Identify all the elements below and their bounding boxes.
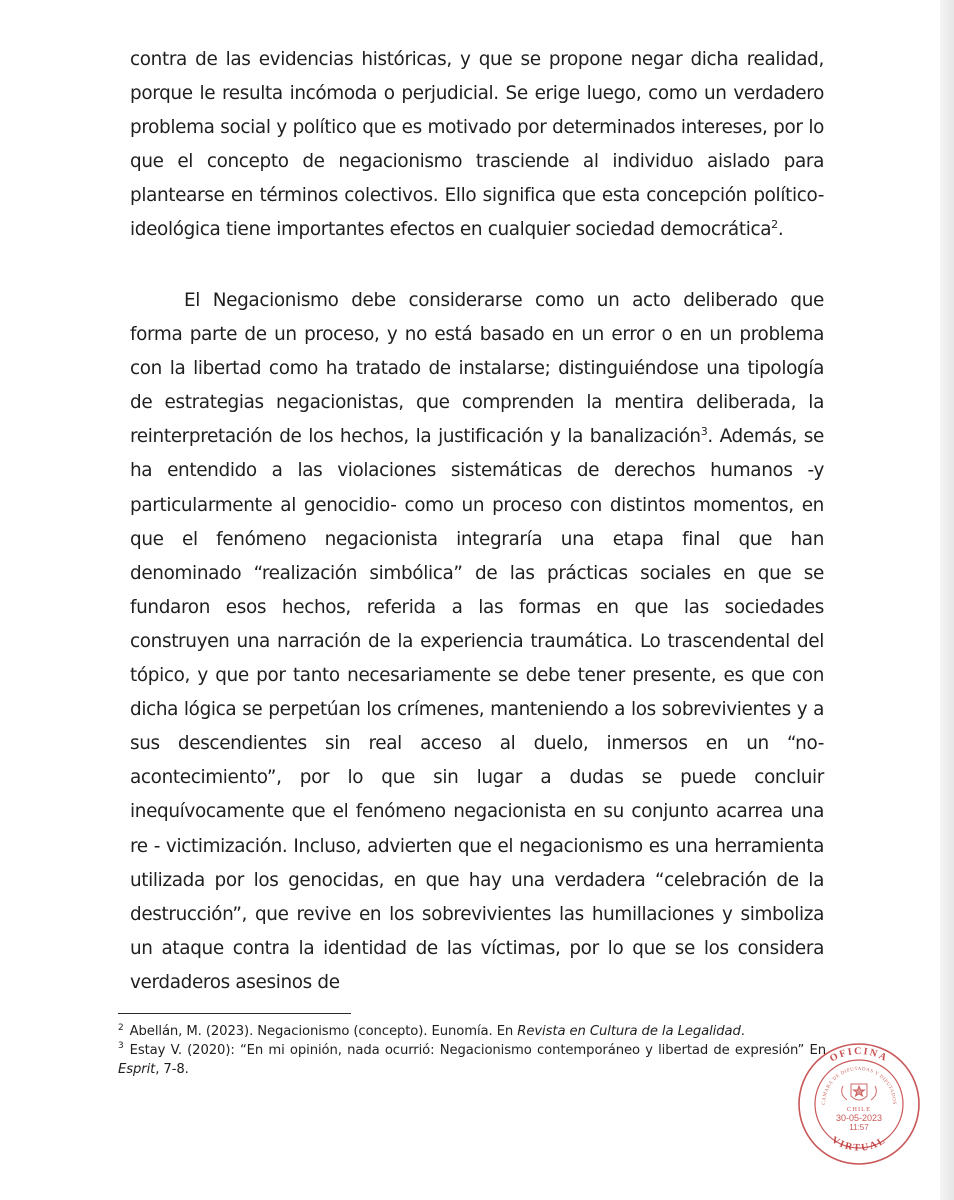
- footnote-number: 3: [118, 1041, 124, 1052]
- paragraph-1-text: contra de las evidencias históricas, y que se propone negar dicha realidad, porque le resulta incómoda o perjudicial. Se erige luego, como un verdadero problema social y político que es motivado por determinados intereses, por lo que el concepto de negacionismo trasciende al individuo aislado para plantearse en términos colectivos. Ello significa que esta concepción político-ideológica tiene importantes efectos en cualquier sociedad democrática: [130, 49, 824, 241]
- footnote-2: [118, 1023, 826, 1042]
- footnote-ref-2: 2: [771, 218, 778, 232]
- paragraph-2-part1: El Negacionismo debe considerarse como un acto deliberado que forma parte de un proceso, y no está basado en un error o en un problema con la libertad como ha tratado de instalarse; distinguiéndose una tipología de estrategias negacionistas, que comprenden la mentira deliberada, la reinterpretación de los hechos, la justificación y la banalización: [130, 290, 824, 448]
- footnote-end: , 7-8.: [155, 1061, 189, 1077]
- footnote-separator: [118, 1013, 351, 1014]
- footnote-number: 2: [118, 1022, 124, 1033]
- footnote-italic: Revista en Cultura de la Legalidad: [517, 1024, 741, 1039]
- stamp-inner-ring: [815, 1060, 903, 1148]
- page-edge-shadow: [940, 0, 954, 1200]
- footnote-text: Estay V. (2020): “En mi opinión, nada ocurrió: Negacionismo contemporáneo y libertad de expresión” En: [129, 1042, 826, 1058]
- footnotes: [118, 1023, 826, 1079]
- stamp-top-text: OFICINA: [828, 1045, 890, 1065]
- paragraph-1-end: .: [777, 219, 784, 241]
- official-stamp: [795, 1040, 923, 1168]
- footnote-italic: Esprit: [118, 1061, 156, 1077]
- stamp-date: 30-05-2023: [835, 1113, 883, 1123]
- coat-of-arms-icon: [842, 1084, 877, 1100]
- stamp-bottom-text: VIRTUAL: [829, 1134, 889, 1154]
- stamp-time: 11:57: [849, 1123, 869, 1132]
- footnote-3: [118, 1042, 826, 1080]
- paragraph-2: [130, 284, 824, 1000]
- footnote-ref-3: 3: [700, 425, 708, 439]
- footnote-text: Abellán, M. (2023). Negacionismo (concepto). Eunomía. En: [129, 1024, 518, 1039]
- paragraph-1: [130, 43, 824, 248]
- paragraph-2-part2: . Además, se ha entendido a las violaciones sistemáticas de derechos humanos -y particularmente al genocidio- como un proceso con distintos momentos, en que el fenómeno negacionista integraría una etapa final que han denominado “realización simbólica” de las prácticas sociales en que se fundaron esos hechos, referida a las formas en que las sociedades construyen una narración de la experiencia traumática. Lo trascendental del tópico, y que por tanto necesariamente se debe tener presente, es que con dicha lógica se perpetúan los crímenes, manteniendo a los sobrevivientes y a sus descendientes sin real acceso al duelo, inmersos en un “no-acontecimiento”, por lo que sin lugar a dudas se puede concluir inequívocamente que el fenómeno negacionista en su conjunto acarrea una re - victimización. Incluso, advierten que el negacionismo es una herramienta utilizada por los genocidas, en que hay una verdadera “celebración de la destrucción”, que revive en los sobrevivientes las humillaciones y simboliza un ataque contra la identidad de las víctimas, por lo que se los considera verdaderos asesinos de: [130, 426, 825, 993]
- stamp-country: CHILE: [846, 1106, 872, 1113]
- footnote-end: .: [740, 1024, 745, 1039]
- stamp-ring-text: CAMARA DE DIPUTADAS Y DIPUTADOS: [821, 1066, 897, 1105]
